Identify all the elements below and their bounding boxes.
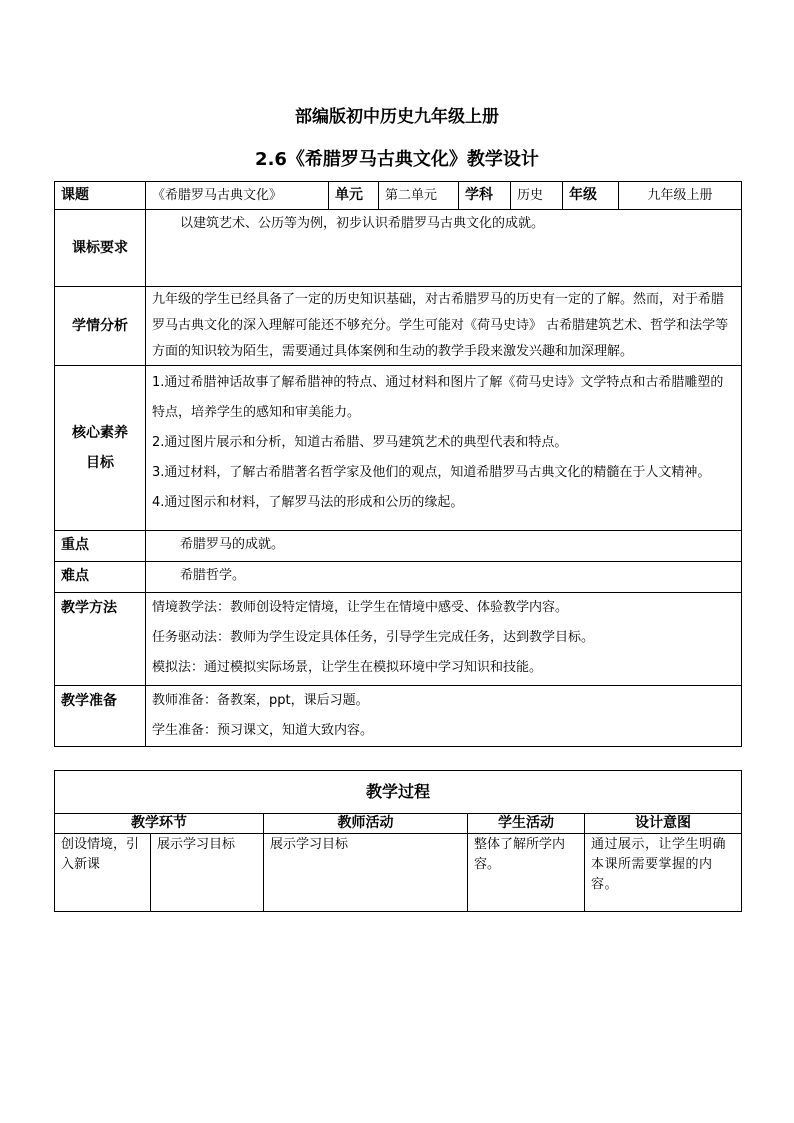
stage-cell: 创设情境，引入新课 [55, 834, 151, 912]
process-title: 教学过程 [55, 771, 742, 814]
difficult-text: 希腊哲学。 [146, 562, 742, 593]
header-teacher: 教师活动 [264, 814, 468, 834]
document-title: 部编版初中历史九年级上册 [295, 107, 499, 127]
prep-item: 学生准备：预习课文，知道大致内容。 [152, 723, 374, 738]
analysis-row [55, 287, 742, 366]
methods-label: 教学方法 [55, 593, 146, 686]
prep-list [146, 686, 742, 747]
goals-list [146, 366, 742, 531]
student-activity-cell: 整体了解所学内容。 [468, 834, 585, 912]
goals-row [55, 366, 742, 531]
goals-label [55, 366, 146, 531]
key-label: 重点 [55, 531, 146, 562]
process-title-row [55, 771, 742, 814]
document-subtitle: 2.6《希腊罗马古典文化》教学设计 [255, 149, 539, 170]
unit-label: 单元 [329, 182, 379, 210]
difficult-label: 难点 [55, 562, 146, 593]
design-intent-cell: 通过展示，让学生明确本课所需要掌握的内容。 [585, 834, 742, 912]
lesson-info-table [54, 181, 742, 747]
standard-row [55, 210, 742, 287]
grade-value: 九年级上册 [619, 182, 742, 210]
goal-item: 4.通过图示和材料，了解罗马法的形成和公历的缘起。 [152, 495, 464, 510]
header-student: 学生活动 [468, 814, 585, 834]
method-item: 任务驱动法：教师为学生设定具体任务，引导学生完成任务，达到教学目标。 [152, 630, 595, 645]
prep-row [55, 686, 742, 747]
key-row [55, 531, 742, 562]
subject-value: 历史 [511, 182, 563, 210]
goal-item: 2.通过图片展示和分析，知道古希腊、罗马建筑艺术的典型代表和特点。 [152, 435, 568, 450]
analysis-label: 学情分析 [55, 287, 146, 366]
standard-text: 以建筑艺术、公历等为例，初步认识希腊罗马古典文化的成就。 [146, 210, 742, 287]
key-text: 希腊罗马的成就。 [146, 531, 742, 562]
teaching-process-table [54, 770, 742, 912]
goals-label-line1: 核心素养 [72, 425, 128, 441]
unit-value: 第二单元 [379, 182, 459, 210]
topic-label: 课题 [55, 182, 146, 210]
prep-item: 教师准备：备教案，ppt，课后习题。 [152, 693, 369, 708]
topic-value: 《希腊罗马古典文化》 [146, 182, 329, 210]
goals-label-line2: 目标 [86, 455, 114, 471]
analysis-text: 九年级的学生已经具备了一定的历史知识基础，对古希腊罗马的历史有一定的了解。然而，对于希腊罗马古典文化的深入理解可能还不够充分。学生可能对《荷马史诗》 古希腊建筑艺术、哲学和法学等方面的知识较为陌生，需要通过具体案例和生动的教学手段来激发兴趣和加深理解。 [146, 287, 742, 366]
grade-label: 年级 [563, 182, 619, 210]
process-header-row [55, 814, 742, 834]
method-item: 模拟法：通过模拟实际场景，让学生在模拟环境中学习知识和技能。 [152, 660, 543, 675]
goal-item: 3.通过材料，了解古希腊著名哲学家及他们的观点，知道希腊罗马古典文化的精髓在于人文精神。 [152, 465, 711, 480]
goal-item: 1.通过希腊神话故事了解希腊神的特点、通过材料和图片了解《荷马史诗》文学特点和古希腊雕塑的特点，培养学生的感知和审美能力。 [152, 375, 724, 420]
methods-list [146, 593, 742, 686]
methods-row [55, 593, 742, 686]
process-row [55, 834, 742, 912]
sub-stage-cell: 展示学习目标 [151, 834, 264, 912]
prep-label: 教学准备 [55, 686, 146, 747]
info-row [55, 182, 742, 210]
method-item: 情境教学法：教师创设特定情境，让学生在情境中感受、体验教学内容。 [152, 600, 569, 615]
standard-label: 课标要求 [55, 210, 146, 287]
subject-label: 学科 [459, 182, 511, 210]
teacher-activity-cell: 展示学习目标 [264, 834, 468, 912]
header-intent: 设计意图 [585, 814, 742, 834]
difficult-row [55, 562, 742, 593]
header-stage: 教学环节 [55, 814, 264, 834]
